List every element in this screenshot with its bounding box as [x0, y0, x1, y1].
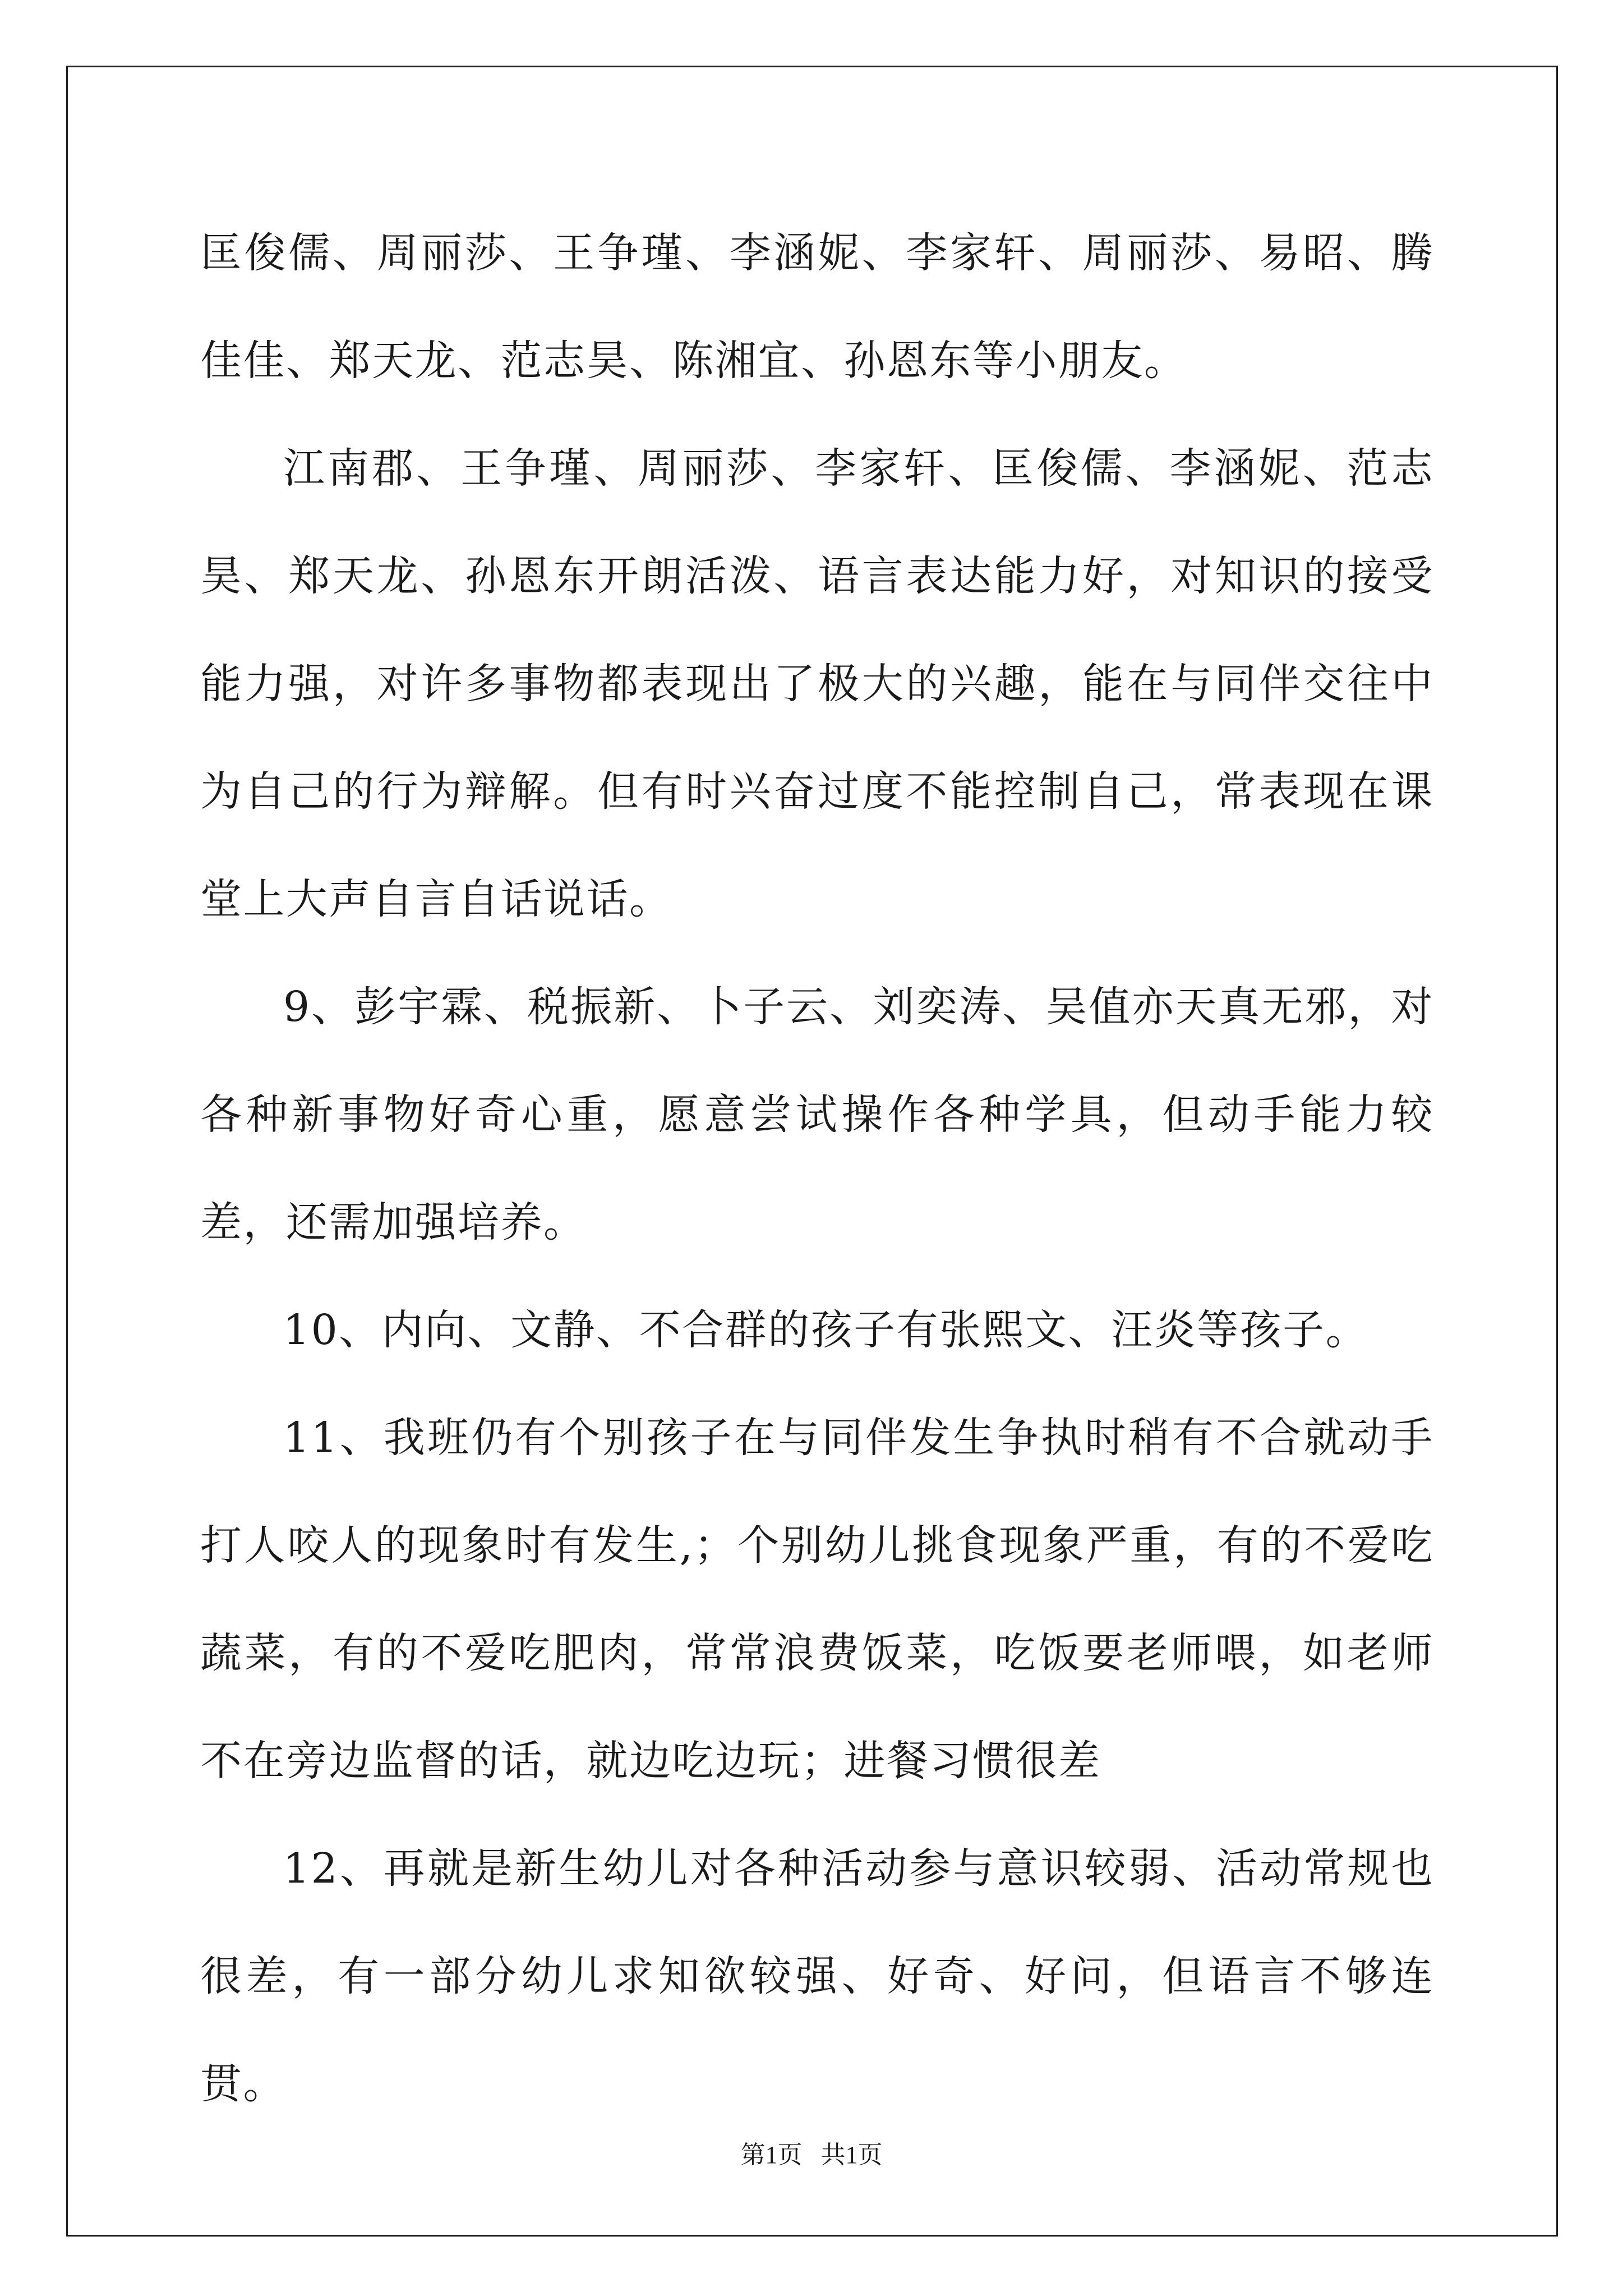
paragraph-item-9: 9、彭宇霖、税振新、卜子云、刘奕涛、吴值亦天真无邪，对各种新事物好奇心重，愿意尝试操作各种学具，但动手能力较差，还需加强培养。 [200, 983, 1434, 1246]
page-footer [0, 2138, 1623, 2172]
paragraph-item-10: 10、内向、文静、不合群的孩子有张熙文、汪炎等孩子。 [283, 1306, 1369, 1354]
page-total: 共1页 [820, 2141, 883, 2169]
document-body [200, 199, 1434, 2138]
paragraph-name-list: 匡俊儒、周丽莎、王争瑾、李涵妮、李家轩、周丽莎、易昭、腾佳佳、郑天龙、范志昊、陈湘宜、孙恩东等小朋友。 [200, 229, 1434, 385]
paragraph-outgoing-children: 江南郡、王争瑾、周丽莎、李家轩、匡俊儒、李涵妮、范志昊、郑天龙、孙恩东开朗活泼、语言表达能力好，对知识的接受能力强，对许多事物都表现出了极大的兴趣，能在与同伴交往中为自己的行为辩解。但有时兴奋过度不能控制自己，常表现在课堂上大声自言自话说话。 [200, 444, 1434, 923]
paragraph-item-12: 12、再就是新生幼儿对各种活动参与意识较弱、活动常规也很差，有一部分幼儿求知欲较强、好奇、好问，但语言不够连贯。 [200, 1844, 1434, 2108]
paragraph-item-11: 11、我班仍有个别孩子在与同伴发生争执时稍有不合就动手打人咬人的现象时有发生,；个别幼儿挑食现象严重，有的不爱吃蔬菜，有的不爱吃肥肉，常常浪费饭菜，吃饭要老师喂，如老师不在旁边监督的话，就边吃边玩；进餐习惯很差 [200, 1414, 1434, 1785]
page-number: 第1页 [740, 2141, 803, 2169]
